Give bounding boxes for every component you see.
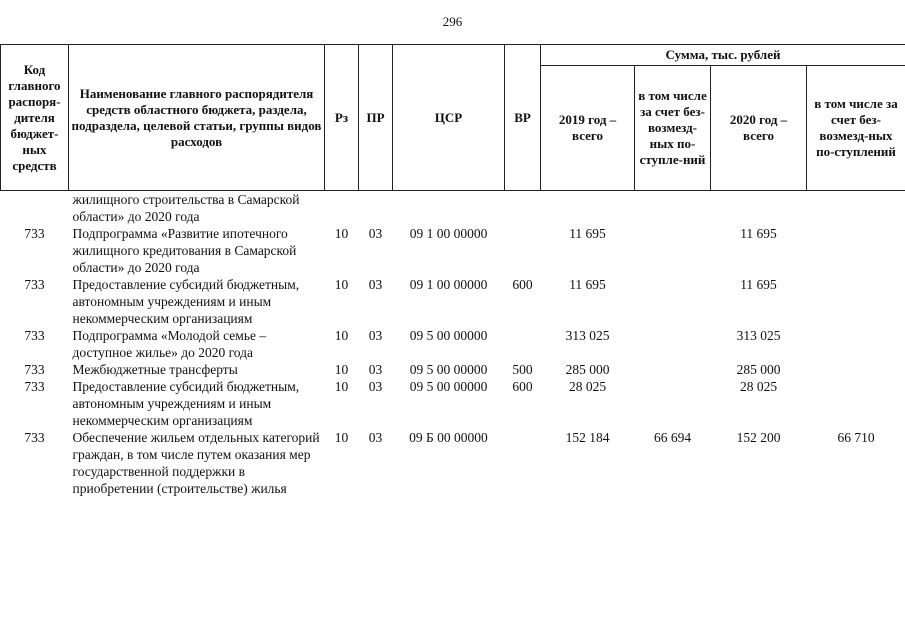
row-vr: 600 [512, 277, 533, 292]
row-pr: 03 [368, 328, 383, 343]
row-csr: 09 Б 00 00000 [409, 430, 488, 445]
row-2019-free [635, 327, 711, 361]
row-2019-free [635, 225, 711, 276]
row-rz: 10 [334, 277, 349, 292]
budget-table [0, 44, 905, 497]
header-sum-group: Сумма, тыс. рублей [541, 45, 905, 66]
header-vr: ВР [505, 45, 541, 191]
header-csr: ЦСР [393, 45, 505, 191]
row-name: Подпрограмма «Молодой семье – доступное жилье» до 2020 года [72, 328, 267, 360]
row-code: 733 [24, 379, 45, 394]
row-vr: 600 [512, 379, 533, 394]
row-code: 733 [24, 430, 45, 445]
row-pr: 03 [368, 379, 383, 394]
row-vr [505, 191, 541, 226]
row-vr [505, 429, 541, 497]
row-2020-total: 28 025 [739, 379, 778, 394]
row-code: 733 [24, 277, 45, 292]
row-rz: 10 [334, 328, 349, 343]
row-2020-free [807, 225, 905, 276]
table-row [1, 378, 905, 429]
header-pr: ПР [359, 45, 393, 191]
row-2019-free [635, 276, 711, 327]
row-csr: 09 5 00 00000 [409, 379, 488, 394]
row-2019-total: 285 000 [565, 362, 610, 377]
header-rz: Рз [325, 45, 359, 191]
row-csr: 09 5 00 00000 [409, 362, 488, 377]
header-2020-free: в том числе за счет без-возмезд-ных по-ступлений [807, 66, 905, 191]
header-2020-total: 2020 год – всего [711, 66, 807, 191]
row-name: Межбюджетные трансферты [72, 362, 238, 377]
row-code: 733 [24, 328, 45, 343]
row-2020-total [711, 191, 807, 226]
row-name: жилищного строительства в Самарской области» до 2020 года [72, 192, 300, 224]
row-2019-free [635, 361, 711, 378]
header-2019-free: в том числе за счет без-возмезд-ных по-ступле-ний [635, 66, 711, 191]
header-row-top [1, 45, 905, 66]
row-2019-total: 28 025 [568, 379, 607, 394]
row-2019-total [541, 191, 635, 226]
table-body [1, 191, 905, 498]
row-name: Предоставление субсидий бюджетным, автономным учреждениям и иным некоммерческим организациям [72, 277, 300, 326]
row-rz [325, 191, 359, 226]
row-2020-free [807, 361, 905, 378]
row-2019-free [635, 378, 711, 429]
row-pr: 03 [368, 362, 383, 377]
row-rz: 10 [334, 362, 349, 377]
row-name: Подпрограмма «Развитие ипотечного жилищного кредитования в Самарской области» до 2020 года [72, 226, 297, 275]
row-2020-total: 11 695 [740, 277, 777, 292]
row-2020-free [807, 327, 905, 361]
table-row [1, 361, 905, 378]
row-csr: 09 1 00 00000 [409, 277, 488, 292]
row-vr [505, 225, 541, 276]
row-csr [393, 191, 505, 226]
row-name: Обеспечение жильем отдельных категорий граждан, в том числе путем оказания мер государственной поддержки в приобретении (строительстве) жилья [72, 430, 320, 496]
row-2019-total: 11 695 [569, 277, 606, 292]
table-row [1, 327, 905, 361]
row-2020-free: 66 710 [837, 430, 875, 445]
row-pr: 03 [368, 226, 383, 241]
row-2019-free: 66 694 [653, 430, 692, 445]
row-pr [359, 191, 393, 226]
row-2020-total: 313 025 [736, 328, 781, 343]
row-2019-total: 152 184 [565, 430, 610, 445]
row-csr: 09 5 00 00000 [409, 328, 488, 343]
row-vr [505, 327, 541, 361]
row-code [1, 191, 69, 226]
row-code: 733 [24, 362, 45, 377]
row-2020-total: 285 000 [736, 362, 781, 377]
row-2020-total: 11 695 [740, 226, 777, 241]
row-pr: 03 [368, 277, 383, 292]
page-number: 296 [442, 14, 463, 29]
header-2019-total: 2019 год – всего [541, 66, 635, 191]
header-code: Код главного распоря-дителя бюджет-ных средств [1, 45, 69, 191]
row-2019-total: 11 695 [569, 226, 606, 241]
table-row [1, 191, 905, 226]
row-csr: 09 1 00 00000 [409, 226, 488, 241]
row-rz: 10 [334, 430, 349, 445]
table-row [1, 429, 905, 497]
row-rz: 10 [334, 379, 349, 394]
row-name: Предоставление субсидий бюджетным, автономным учреждениям и иным некоммерческим организациям [72, 379, 300, 428]
row-2019-free [635, 191, 711, 226]
header-name: Наименование главного распорядителя средств областного бюджета, раздела, подраздела, целевой статьи, группы видов расходов [69, 45, 325, 191]
table-row [1, 225, 905, 276]
row-code: 733 [24, 226, 45, 241]
row-2020-free [807, 378, 905, 429]
row-2020-total: 152 200 [736, 430, 781, 445]
row-rz: 10 [334, 226, 349, 241]
row-vr: 500 [512, 362, 533, 377]
row-2020-free [807, 276, 905, 327]
row-2019-total: 313 025 [565, 328, 610, 343]
row-pr: 03 [368, 430, 383, 445]
row-2020-free [807, 191, 905, 226]
table-row [1, 276, 905, 327]
